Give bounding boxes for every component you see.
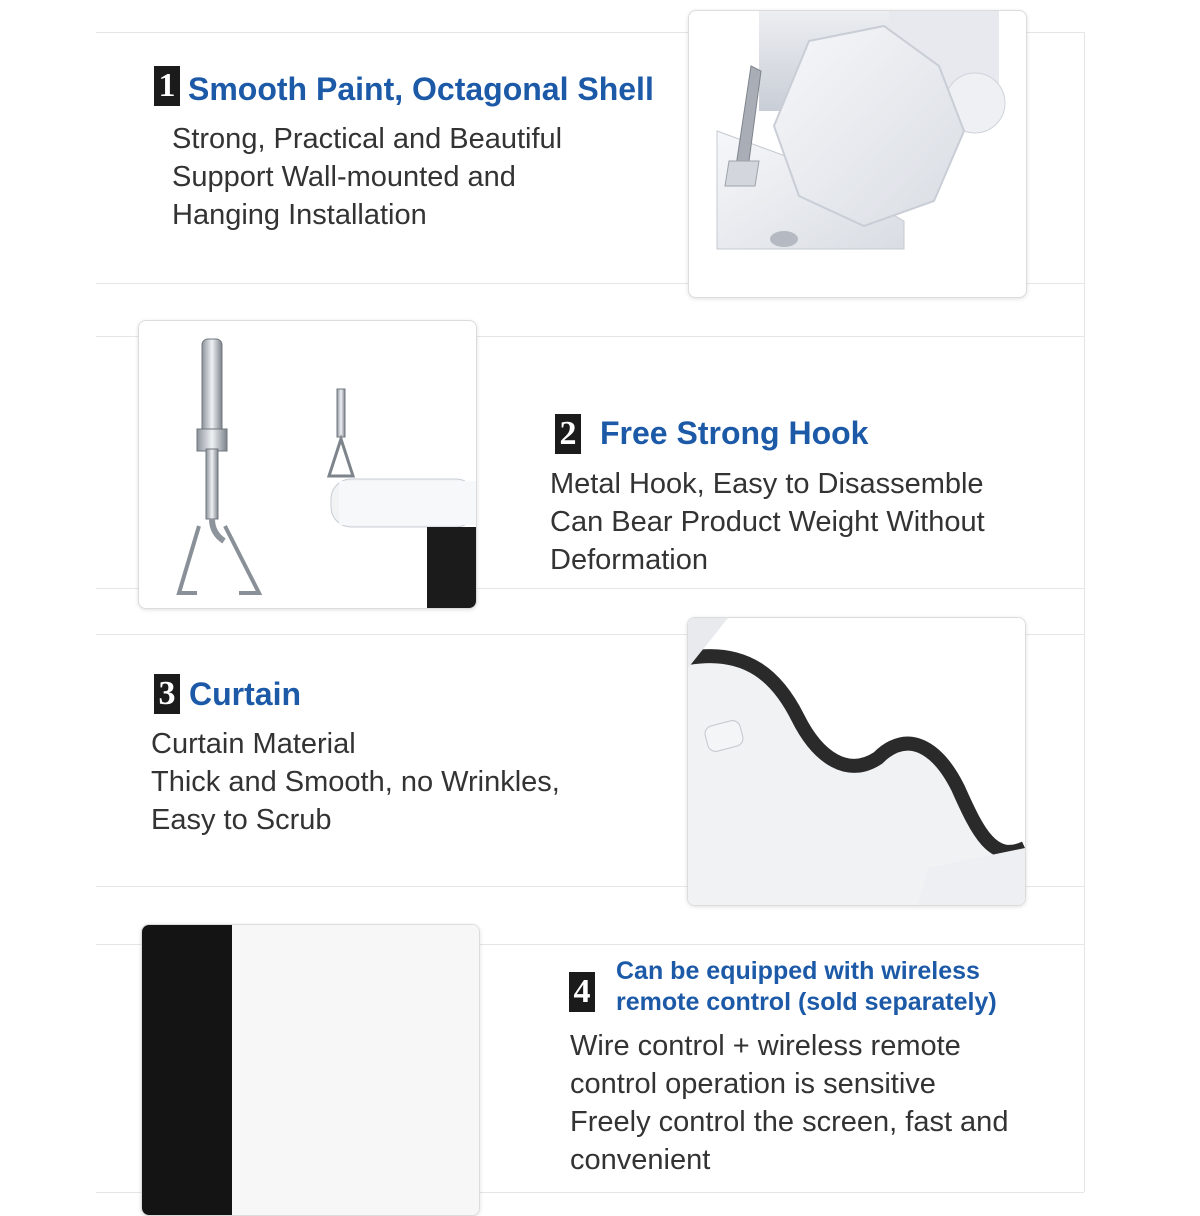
title-line: Can be equipped with wireless bbox=[616, 957, 980, 985]
section-description bbox=[172, 120, 562, 234]
title-line: remote control (sold separately) bbox=[616, 988, 997, 1016]
section-title: Curtain bbox=[189, 676, 301, 712]
description-line: Thick and Smooth, no Wrinkles, bbox=[151, 766, 560, 798]
section-number: 1 bbox=[154, 66, 180, 106]
description-line: Freely control the screen, fast and bbox=[570, 1106, 1009, 1138]
section-description bbox=[151, 725, 560, 839]
divider bbox=[1084, 32, 1085, 1192]
section-number: 4 bbox=[569, 972, 595, 1012]
section-title: Smooth Paint, Octagonal Shell bbox=[188, 71, 654, 107]
description-line: convenient bbox=[570, 1144, 711, 1176]
description-line: Metal Hook, Easy to Disassemble bbox=[550, 468, 984, 500]
section-description bbox=[550, 465, 985, 579]
description-line: Easy to Scrub bbox=[151, 804, 332, 836]
section-title: Free Strong Hook bbox=[600, 415, 869, 451]
screen-edge-image bbox=[141, 924, 480, 1216]
section-description bbox=[570, 1027, 1008, 1179]
section-number: 3 bbox=[154, 674, 180, 714]
description-line: Deformation bbox=[550, 544, 708, 576]
description-line: Wire control + wireless remote bbox=[570, 1030, 961, 1062]
description-line: Hanging Installation bbox=[172, 199, 427, 231]
description-line: Strong, Practical and Beautiful bbox=[172, 123, 563, 155]
description-line: control operation is sensitive bbox=[570, 1068, 936, 1100]
section-number: 2 bbox=[555, 414, 581, 454]
section-title bbox=[616, 956, 997, 1018]
description-line: Can Bear Product Weight Without bbox=[550, 506, 985, 538]
description-line: Curtain Material bbox=[151, 728, 356, 760]
octagonal-shell-image bbox=[688, 10, 1027, 298]
curtain-fabric-image bbox=[687, 617, 1026, 906]
description-line: Support Wall-mounted and bbox=[172, 161, 516, 193]
metal-hooks-image bbox=[138, 320, 477, 609]
